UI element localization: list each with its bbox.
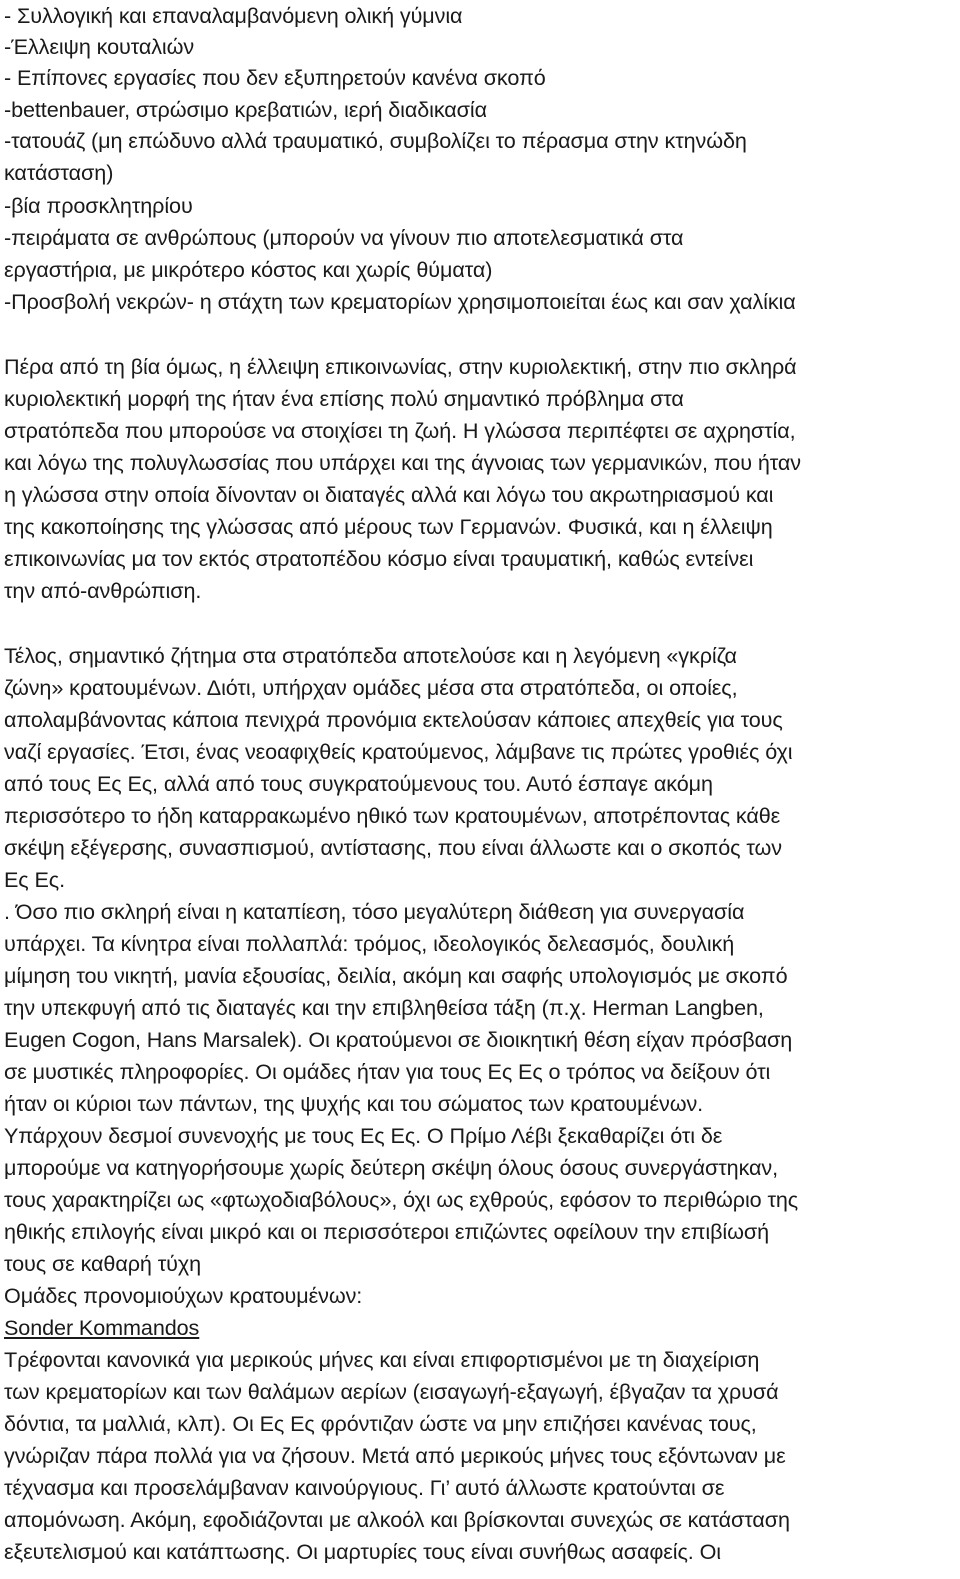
text-line: Τρέφονται κανονικά για μερικούς μήνες και είναι επιφορτισμένοι με τη διαχείριση (4, 1347, 760, 1372)
text-line: ζώνη» κρατουμένων. Διότι, υπήρχαν ομάδες μέσα στα στρατόπεδα, οι οποίες, (4, 675, 738, 700)
text-line: και λόγω της πολυγλωσσίας που υπάρχει και της άγνοιας των γερμανικών, που ήταν (4, 450, 801, 475)
text-line: -Έλλειψη κουταλιών (4, 34, 195, 59)
text-line: περισσότερο το ήδη καταρρακωμένο ηθικό των κρατουμένων, αποτρέποντας κάθε (4, 803, 781, 828)
text-line: - Συλλογική και επαναλαμβανόμενη ολική γύμνια (4, 3, 463, 28)
text-line: απολαμβάνοντας κάποια πενιχρά προνόμια εκτελούσαν κάποιες απεχθείς για τους (4, 707, 783, 732)
text-line: της κακοποίησης της γλώσσας από μέρους των Γερμανών. Φυσικά, και η έλλειψη (4, 514, 773, 539)
text-line: -Προσβολή νεκρών- η στάχτη των κρεματορίων χρησιμοποιείται έως και σαν χαλίκια (4, 289, 796, 314)
text-line: γνώριζαν πάρα πολλά για να ζήσουν. Μετά από μερικούς μήνες τους εξόντωναν με (4, 1443, 786, 1468)
text-line: σκέψη εξέγερσης, συνασπισμού, αντίστασης, που είναι άλλωστε και ο σκοπός των (4, 835, 782, 860)
text-line: - Επίπονες εργασίες που δεν εξυπηρετούν κανένα σκοπό (4, 65, 546, 90)
text-line: εξευτελισμού και κατάπτωσης. Οι μαρτυρίες τους είναι συνήθως ασαφείς. Οι (4, 1539, 721, 1564)
text-line: επικοινωνίας μα τον εκτός στρατοπέδου κόσμο είναι τραυματική, καθώς εντείνει (4, 546, 754, 571)
text-line: τους σε καθαρή τύχη (4, 1251, 201, 1276)
text-line: στρατόπεδα που μπορούσε να στοιχίσει τη ζωή. Η γλώσσα περιπέφτει σε αχρηστία, (4, 418, 796, 443)
text-line: ηθικής επιλογής είναι μικρό και οι περισσότεροι επιζώντες οφείλουν την επιβίωσή (4, 1219, 770, 1244)
text-line: την υπεκφυγή από τις διαταγές και την επιβληθείσα τάξη (π.χ. Herman Langben, (4, 995, 764, 1020)
text-line: . Όσο πιο σκληρή είναι η καταπίεση, τόσο μεγαλύτερη διάθεση για συνεργασία (4, 899, 745, 924)
text-line: κατάσταση) (4, 160, 114, 185)
text-line: υπάρχει. Τα κίνητρα είναι πολλαπλά: τρόμος, ιδεολογικός δελεασμός, δουλική (4, 931, 735, 956)
text-line: σε μυστικές πληροφορίες. Οι ομάδες ήταν για τους Ες Ες ο τρόπος να δείξουν ότι (4, 1059, 771, 1084)
text-line: από τους Ες Ες, αλλά από τους συγκρατούμενους του. Αυτό έσπαγε ακόμη (4, 771, 713, 796)
text-line: μίμηση του νικητή, μανία εξουσίας, δειλία, ακόμη και σαφής υπολογισμός με σκοπό (4, 963, 788, 988)
section-heading: Ομάδες προνομιούχων κρατουμένων: (4, 1283, 363, 1308)
subheading-sonder-kommandos: Sonder Kommandos (4, 1315, 200, 1340)
text-line: Υπάρχουν δεσμοί συνενοχής με τους Ες Ες. Ο Πρίμο Λέβι ξεκαθαρίζει ότι δε (4, 1123, 723, 1148)
text-line: -bettenbauer, στρώσιμο κρεβατιών, ιερή διαδικασία (4, 97, 487, 122)
text-line: εργαστήρια, με μικρότερο κόστος και χωρίς θύματα) (4, 257, 493, 282)
text-line: Eugen Cogon, Hans Marsalek). Οι κρατούμενοι σε διοικητική θέση είχαν πρόσβαση (4, 1027, 793, 1052)
text-line: κυριολεκτική μορφή της ήταν ένα επίσης πολύ σημαντικό πρόβλημα στα (4, 386, 684, 411)
text-line: τέχνασμα και προσελάμβαναν καινούργιους. Γι’ αυτό άλλωστε κρατούνται σε (4, 1475, 725, 1500)
text-line: ναζί εργασίες. Έτσι, ένας νεοαφιχθείς κρατούμενος, λάμβανε τις πρώτες γροθιές όχι (4, 739, 793, 764)
text-line: δόντια, τα μαλλιά, κλπ). Οι Ες Ες φρόντιζαν ώστε να μην επιζήσει κανένας τους, (4, 1411, 757, 1436)
text-line: ήταν οι κύριοι των πάντων, της ψυχής και του σώματος των κρατουμένων. (4, 1091, 704, 1116)
text-line: Τέλος, σημαντικό ζήτημα στα στρατόπεδα αποτελούσε και η λεγόμενη «γκρίζα (4, 643, 737, 668)
text-line: μπορούμε να κατηγορήσουμε χωρίς δεύτερη σκέψη όλους όσους συνεργάστηκαν, (4, 1155, 778, 1180)
text-line: -τατουάζ (μη επώδυνο αλλά τραυματικό, συμβολίζει το πέρασμα στην κτηνώδη (4, 128, 747, 153)
text-line: τους χαρακτηρίζει ως «φτωχοδιαβόλους», όχι ως εχθρούς, εφόσον το περιθώριο της (4, 1187, 799, 1212)
text-line: την από-ανθρώπιση. (4, 578, 202, 603)
text-line: -βία προσκλητηρίου (4, 193, 193, 218)
text-line: των κρεματορίων και των θαλάμων αερίων (εισαγωγή-εξαγωγή, έβγαζαν τα χρυσά (4, 1379, 779, 1404)
text-line: Ες Ες. (4, 867, 66, 892)
text-line: απομόνωση. Ακόμη, εφοδιάζονται με αλκοόλ και βρίσκονται συνεχώς σε κατάσταση (4, 1507, 790, 1532)
text-line: -πειράματα σε ανθρώπους (μπορούν να γίνουν πιο αποτελεσματικά στα (4, 225, 684, 250)
text-line: Πέρα από τη βία όμως, η έλλειψη επικοινωνίας, στην κυριολεκτική, στην πιο σκληρά (4, 354, 797, 379)
text-line: η γλώσσα στην οποία δίνονταν οι διαταγές αλλά και λόγω του ακρωτηριασμού και (4, 482, 774, 507)
